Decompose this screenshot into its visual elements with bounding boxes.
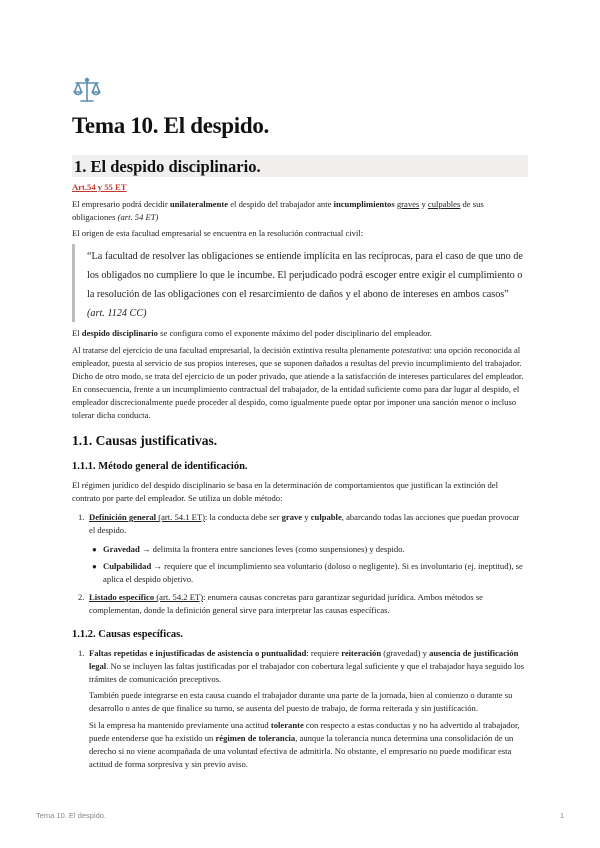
section-heading-1-1: 1.1. Causas justificativas. bbox=[72, 433, 218, 448]
list-item: 1. Definición general (art. 54.1 ET): la conducta debe ser grave y culpable, abarcando todas las acciones que puedan provocar el despido. bbox=[78, 512, 520, 535]
list-item: 2. Listado específico (art. 54.2 ET): enumera causas concretas para garantizar seguridad jurídica. Ambos métodos se complementan, donde la definición general sirve para interpretar las causas específicas. bbox=[78, 592, 483, 615]
bullet-icon: ● bbox=[92, 562, 97, 571]
section-heading-1: 1. El despido disciplinario. bbox=[72, 155, 528, 177]
section-heading-1-1-2: 1.1.2. Causas específicas. bbox=[72, 629, 183, 640]
scales-of-justice-icon bbox=[72, 76, 102, 106]
paragraph-method-intro: El régimen jurídico del despido disciplinario se basa en la determinación de comportamientos que justifican la extinción del contrato por parte del empleador. Se utiliza un doble método: bbox=[72, 480, 498, 503]
article-reference-link[interactable]: Art.54 y 55 ET bbox=[72, 182, 127, 192]
page-number: 1 bbox=[560, 811, 565, 820]
page-title: Tema 10. El despido. bbox=[72, 113, 270, 138]
paragraph-potestative: Al tratarse del ejercicio de una facultad empresarial, la decisión extintiva resulta plenamente potestativa: una opción reconocida al empleador, puesta al servicio de sus propios intereses, que se suponen dañados a resultas del previo incumplimiento del trabajador. Dicho de otro modo, se trata del ejercicio de un poder privado, que atiende a la satisfacción de intereses particulares del empleador. En consecuencia, frente a un incumplimiento contractual del trabajador, de la entidad suficiente como para dar lugar al despido, el empleador discrecionalmente puede proceder al despido, como igualmente puede optar por imponer una sanción menor o incluso tolerar dicha conducta. bbox=[72, 345, 524, 420]
list-item: 1. Faltas repetidas e injustificadas de asistencia o puntualidad: requiere reiteración (gravedad) y ausencia de justificación legal. No se incluyen las faltas justificadas por el trabajador con cobertura legal suficiente y que el trabajador haya seguido los trámites de comunicación preceptivos. bbox=[78, 648, 525, 684]
paragraph-origin: El origen de esta facultad empresarial se encuentra en la resolución contractual civil: bbox=[72, 228, 364, 238]
paragraph-tolerance: Si la empresa ha mantenido previamente una actitud tolerante con respecto a estas conductas y no ha advertido al trabajador, puede entenderse que ha existido un régimen de tolerancia, aunque la tolerancia nunca determina una consolidación de un derecho si no viene acompañada de una voluntad efectiva de admitirla. No obstante, el empresario no puede modificar esta actitud de forma sorpresiva y sin previo aviso. bbox=[89, 720, 520, 769]
bullet-icon: ● bbox=[92, 545, 97, 554]
footer-title: Tema 10. El despido. bbox=[36, 811, 107, 820]
list-item: ● Culpabilidad → requiere que el incumplimiento sea voluntario (doloso o negligente). Si es involuntario (ej. ineptitud), se aplica el despido objetivo. bbox=[92, 561, 523, 584]
civil-code-quote: “La facultad de resolver las obligaciones se entiende implícita en las recíprocas, para el caso de que uno de los obligados no cumpliere lo que le incumbe. El perjudicado podrá escoger entre exigir el cumplimiento o la resolución de las obligaciones con el resarcimiento de daños y el abono de intereses en ambos casos” (art. 1124 CC) bbox=[72, 244, 528, 322]
paragraph-absence: También puede integrarse en esta causa cuando el trabajador durante una parte de la jornada, bien al comienzo o durante su desarrollo o antes de que finalice su turno, se ausenta del puesto de trabajo, de forma reiterada y sin justificación. bbox=[89, 690, 513, 713]
paragraph-definition: El empresario podrá decidir unilateralmente el despido del trabajador ante incumplimientos graves y culpables de sus obligaciones (art. 54 ET) bbox=[72, 199, 484, 222]
section-heading-1-1-1: 1.1.1. Método general de identificación. bbox=[72, 461, 248, 472]
legal-reference bbox=[72, 181, 528, 194]
list-item: ● Gravedad → delimita la frontera entre sanciones leves (como suspensiones) y despido. bbox=[92, 544, 405, 554]
paragraph-configuration: El despido disciplinario se configura como el exponente máximo del poder disciplinario del empleador. bbox=[72, 328, 432, 338]
